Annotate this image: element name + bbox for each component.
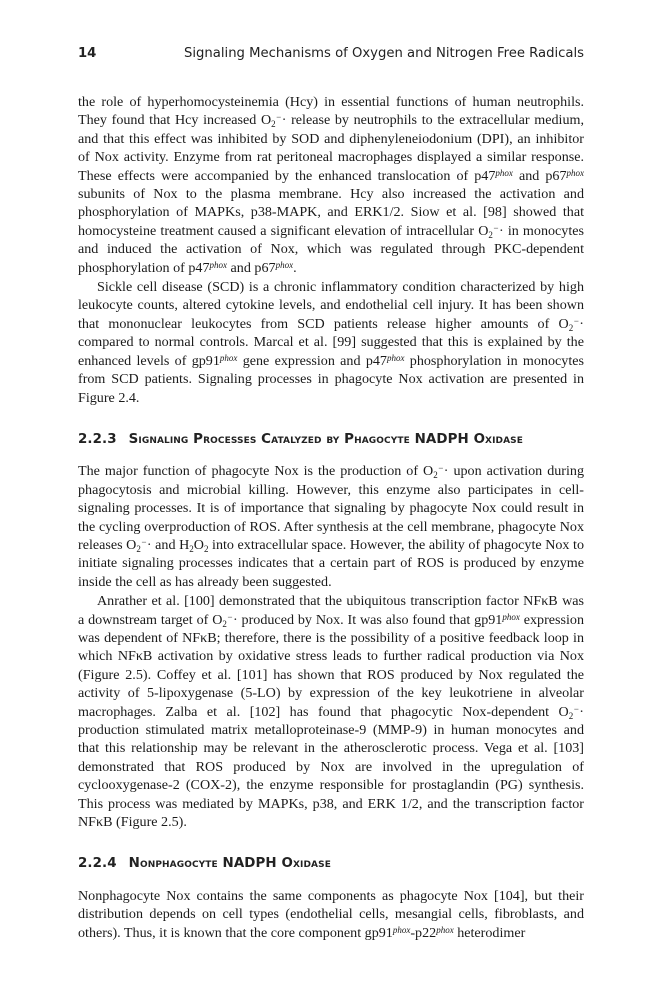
section-heading-2-2-4: 2.2.4 Nonphagocyte NADPH Oxidase [78, 856, 331, 872]
page-body [78, 93, 584, 942]
page [78, 46, 584, 942]
section-heading-2-2-3: 2.2.3 Signaling Processes Catalyzed by Phagocyte NADPH Oxidase [78, 431, 524, 447]
paragraph-1: the role of hyperhomocysteinemia (Hcy) in essential functions of human neutrophils. They found that Hcy increased $O_2^-\cdot$ release by neutrophils to the extracellular medium, and that this effect was inhibited by SOD and diphenyleneiodonium (DPI), an inhibitor of Nox activity. Enzyme from rat peritoneal macrophages displayed a similar response. These effects were accompanied by the enhanced translocation of $p47^{phox}$ and $p67^{phox}$ subunits of Nox to the plasma membrane. Hcy also increased the activation and phosphorylation of MAPKs, p38-MAPK, and ERK1/2. Siow et al. [98] showed that homocysteine treatment caused a significant elevation of intracellular $O_2^-\cdot$ in monocytes and induced the activation of Nox, which was regulated through PKC-dependent phosphorylation of $p47^{phox}$ and $p67^{phox}$. [78, 94, 584, 276]
paragraph-3: The major function of phagocyte Nox is the production of $O_2^-\cdot$ upon activation during phagocytosis and microbial killing. However, this enzyme also participates in cell-signaling processes. It is of importance that signaling by phagocyte Nox could result in the cycling overproduction of ROS. After synthesis at the cell membrane, phagocyte Nox releases $O_2^-\cdot$ and $H_2O_2$ into extracellular space. However, the ability of phagocyte Nox to initiate signaling processes indicates that a certain part of ROS is produced by enzyme inside the cell as has already been suggested. [78, 463, 585, 590]
paragraph-5: Nonphagocyte Nox contains the same components as phagocyte Nox [104], but their distribution depends on cell types (endothelial cells, mesangial cells, fibroblasts, and others). Thus, it is known that the core component $gp91^{phox}-p22^{phox}$ heterodimer [78, 887, 584, 941]
page-number: 14 [78, 46, 97, 61]
running-title: Signaling Mechanisms of Oxygen and Nitrogen Free Radicals [184, 46, 584, 61]
paragraph-4: Anrather et al. [100] demonstrated that the ubiquitous transcription factor NFκB was a downstream target of $O_2^-\cdot$ produced by Nox. It was also found that $gp91^{phox}$ expression was dependent of NFκB; therefore, there is the possibility of a positive feedback loop in which NFκB activation by oxidative stress leads to further radical production via Nox (Figure 2.5). Coffey et al. [101] has shown that ROS produced by Nox regulated the activity of 5-lipoxygenase (5-LO) by expression of the key leukotriene in alveolar macrophages. Zalba et al. [102] has found that phagocytic Nox-dependent $O_2^-\cdot$ production stimulated matrix metalloproteinase-9 (MMP-9) in human monocytes and that this relationship may be relevant in the atherosclerotic process. Vega et al. [103] demonstrated that ROS produced by Nox are involved in the upregulation of cyclooxygenase-2 (COX-2), the enzyme responsible for prostaglandin (PG) synthesis. This process was mediated by MAPKs, p38, and ERK 1/2, and the transcription factor NFκB (Figure 2.5). [78, 593, 584, 831]
paragraph-2: Sickle cell disease (SCD) is a chronic inflammatory condition characterized by high leukocyte counts, altered cytokine levels, and endothelial cell injury. It has been shown that mononuclear leukocytes from SCD patients release higher amounts of $O_2^-\cdot$ compared to normal controls. Marcal et al. [99] suggested that this is explained by the enhanced levels of $gp91^{phox}$ gene expression and $p47^{phox}$ phosphorylation in monocytes from SCD patients. Signaling processes in phagocyte Nox activation are presented in Figure 2.4. [78, 279, 584, 406]
running-header [78, 46, 584, 66]
